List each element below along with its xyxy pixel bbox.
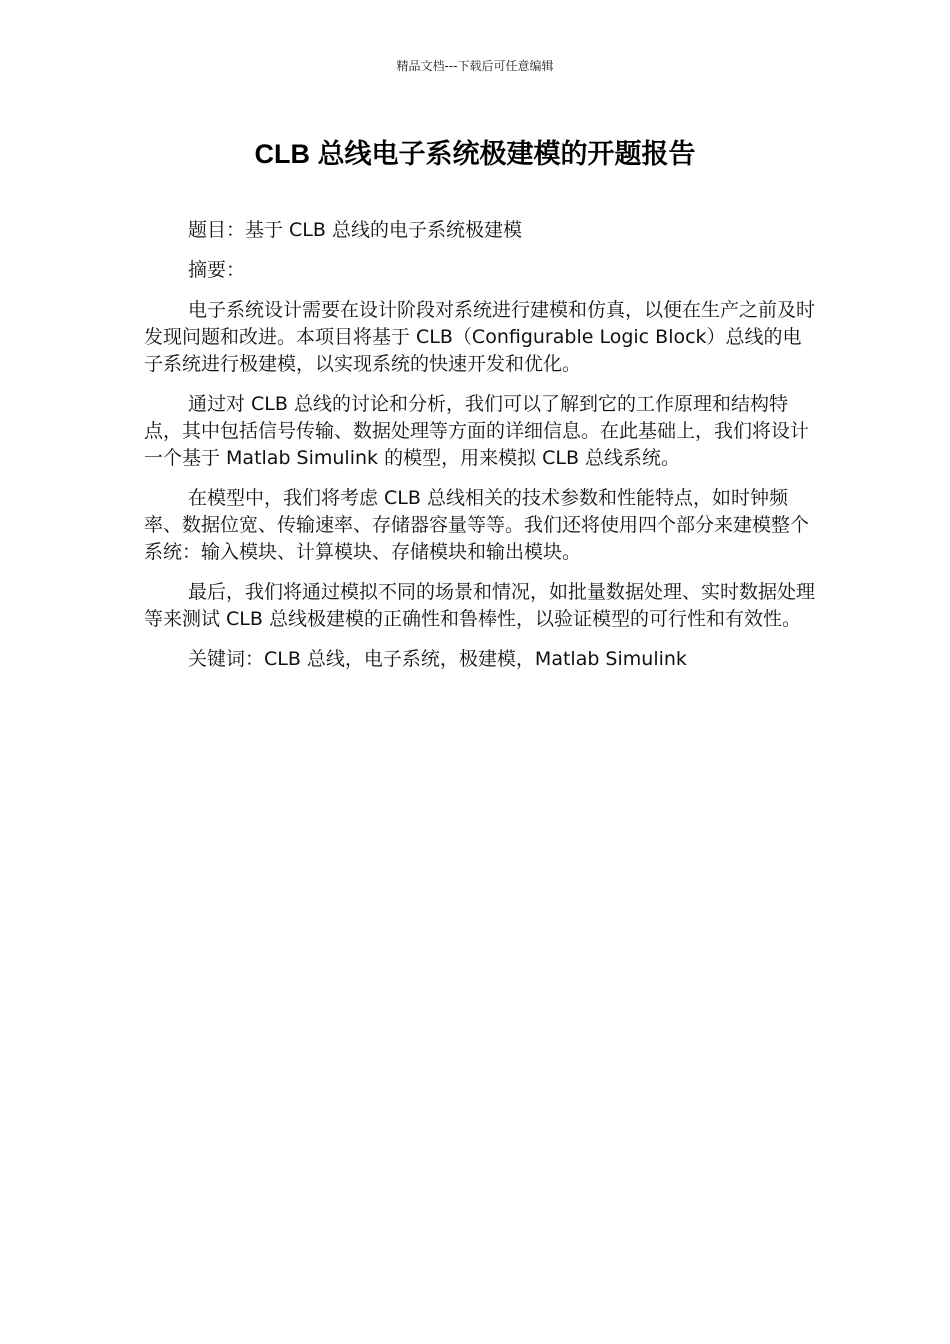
document-title: CLB 总线电子系统极建模的开题报告 <box>254 139 696 169</box>
abstract-paragraph-1: 电子系统设计需要在设计阶段对系统进行建模和仿真，以便在生产之前及时发现问题和改进。本项目将基于 CLB（Configurable Logic Block）总线的电子系统进行极建模，以实现系统的快速开发和优化。 <box>144 299 816 375</box>
topic-line: 题目：基于 CLB 总线的电子系统极建模 <box>188 219 522 241</box>
abstract-paragraph-2: 通过对 CLB 总线的讨论和分析，我们可以了解到它的工作原理和结构特点，其中包括信号传输、数据处理等方面的详细信息。在此基础上，我们将设计一个基于 Matlab Simulink 的模型，用来模拟 CLB 总线系统。 <box>144 393 810 469</box>
keywords-line: 关键词：CLB 总线，电子系统，极建模，Matlab Simulink <box>188 648 687 670</box>
abstract-paragraph-3: 在模型中，我们将考虑 CLB 总线相关的技术参数和性能特点，如时钟频率、数据位宽、传输速率、存储器容量等等。我们还将使用四个部分来建模整个系统：输入模块、计算模块、存储模块和输出模块。 <box>144 487 810 563</box>
document-body <box>144 217 816 686</box>
abstract-paragraph-4: 最后，我们将通过模拟不同的场景和情况，如批量数据处理、实时数据处理等来测试 CLB 总线极建模的正确性和鲁棒性，以验证模型的可行性和有效性。 <box>144 581 816 630</box>
abstract-label: 摘要： <box>188 259 246 281</box>
page-header: 精品文档---下载后可任意编辑 <box>396 59 554 73</box>
